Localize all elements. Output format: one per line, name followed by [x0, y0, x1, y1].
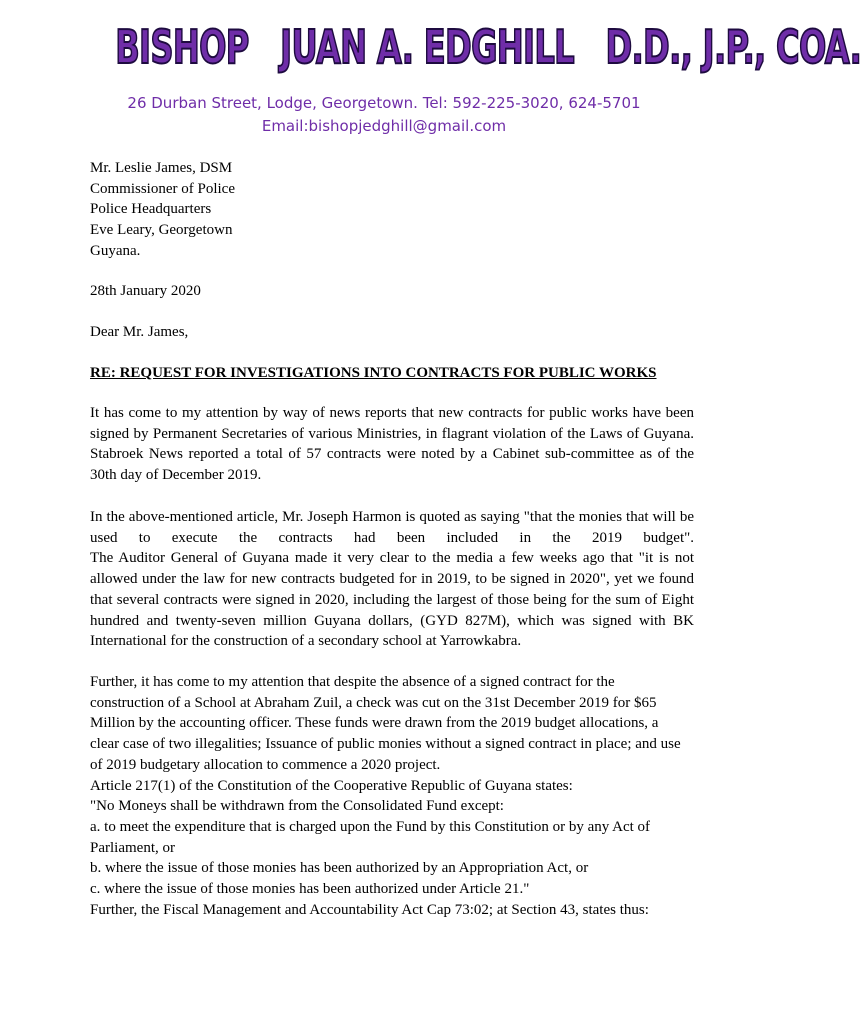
paragraph-line: "No Moneys shall be withdrawn from the Consolidated Fund except: [90, 798, 504, 815]
letterhead-email: Email:bishopjedghill@gmail.com [261, 117, 507, 135]
paragraph-2 [90, 507, 694, 652]
paragraph-1 [90, 403, 694, 486]
recipient-address [90, 158, 694, 262]
paragraph-line: hundred and twenty-seven million Guyana dollars, (GYD 827M), which was signed with BK [90, 612, 694, 629]
recipient-line: Guyana. [90, 242, 141, 259]
paragraph-line: In the above-mentioned article, Mr. Joseph Harmon is quoted as saying "that the monies that will be [90, 509, 694, 525]
paragraph-line: allowed under the law for new contracts budgeted for in 2019, to be signed in 2020", yet we found [90, 571, 694, 588]
paragraph-line: Further, it has come to my attention that despite the absence of a signed contract for the [90, 674, 615, 690]
paragraph-line: a. to meet the expenditure that is charged upon the Fund by this Constitution or by any Act of [90, 818, 651, 835]
salutation-text: Dear Mr. James, [90, 324, 189, 340]
paragraph-line: Further, the Fiscal Management and Accountability Act Cap 73:02; at Section 43, states thus: [90, 901, 649, 918]
recipient-line: Commissioner of Police [90, 180, 235, 197]
paragraph-line: Article 217(1) of the Constitution of the Cooperative Republic of Guyana states: [90, 777, 573, 794]
subject-line [90, 363, 694, 384]
paragraph-line: clear case of two illegalities; Issuance of public monies without a signed contract in place; and use [90, 736, 681, 753]
subject-text: RE: REQUEST FOR INVESTIGATIONS INTO CONTRACTS FOR PUBLIC WORKS [90, 365, 657, 381]
paragraph-line: construction of a School at Abraham Zuil, a check was cut on the 31st December 2019 for $65 [90, 694, 657, 711]
recipient-line: Mr. Leslie James, DSM [90, 160, 233, 176]
paragraph-line: c. where the issue of those monies has been authorized under Article 21." [90, 881, 530, 898]
paragraph-3 [90, 672, 694, 920]
paragraph-line: International for the construction of a secondary school at Yarrowkabra. [90, 633, 522, 650]
paragraph-line: 30th day of December 2019. [90, 467, 262, 484]
paragraph-line: The Auditor General of Guyana made it very clear to the media a few weeks ago that "it is not [90, 550, 694, 567]
paragraph-line: that several contracts were signed in 2020, including the largest of those being for the sum of Eight [90, 591, 694, 608]
paragraph-line: used to execute the contracts had been included in the 2019 budget". [90, 529, 694, 546]
paragraph-line: Parliament, or [90, 839, 175, 856]
paragraph-line: Stabroek News reported a total of 57 contracts were noted by a Cabinet sub-committee as of the [90, 446, 694, 463]
paragraph-line: It has come to my attention by way of news reports that new contracts for public works have been [90, 405, 694, 421]
letterhead-name: BISHOP JUAN A. EDGHILL D.D., J.P., COA. [115, 20, 861, 74]
paragraph-line: of 2019 budgetary allocation to commence a 2020 project. [90, 756, 441, 773]
salutation [90, 322, 694, 343]
paragraph-line: signed by Permanent Secretaries of various Ministries, in flagrant violation of the Laws of Guyana. [90, 425, 694, 442]
letterhead-address: 26 Durban Street, Lodge, Georgetown. Tel: 592-225-3020, 624-5701 [127, 94, 641, 112]
date-text: 28th January 2020 [90, 283, 201, 299]
recipient-line: Police Headquarters [90, 201, 212, 218]
paragraph-line: Million by the accounting officer. These funds were drawn from the 2019 budget allocations, a [90, 715, 659, 732]
letter-date [90, 281, 694, 302]
paragraph-line: b. where the issue of those monies has been authorized by an Appropriation Act, or [90, 860, 589, 877]
recipient-line: Eve Leary, Georgetown [90, 222, 233, 239]
